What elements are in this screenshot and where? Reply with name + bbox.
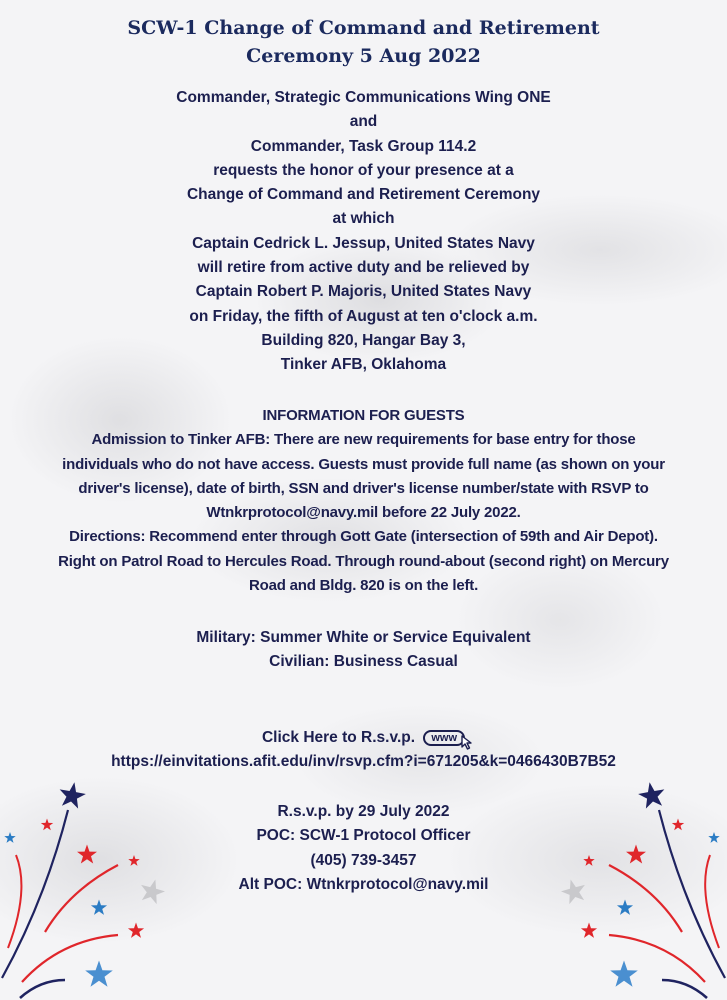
fireworks-right-decoration [547, 770, 727, 1000]
invitation-line: Change of Command and Retirement Ceremony [186, 186, 541, 204]
guest-info-heading: INFORMATION FOR GUESTS [262, 407, 465, 424]
alt-poc-label: Alt POC: [238, 875, 307, 893]
star-blue-icon [4, 832, 15, 843]
admission-email-line [0, 501, 727, 525]
invitation-line: Captain Cedrick L. Jessup, United States Navy [192, 234, 535, 252]
star-red-icon [626, 845, 646, 864]
star-red-icon [128, 855, 139, 866]
page-title [0, 14, 727, 70]
star-blue-icon [610, 961, 638, 987]
admission-email-link[interactable]: Wtnkrprotocol@navy.mil [206, 504, 379, 522]
www-icon-text: www [431, 732, 458, 744]
admission-line: individuals who do not have access. Guests must provide full name (as shown on your [62, 455, 665, 473]
title-line-1: SCW-1 Change of Command and Retirement [127, 17, 600, 39]
title-line-2: Ceremony 5 Aug 2022 [246, 45, 481, 67]
star-navy-icon [57, 780, 88, 810]
guest-info-section [0, 404, 727, 598]
star-red-icon [583, 855, 594, 866]
star-red-icon [581, 923, 597, 938]
fireworks-left-decoration [0, 770, 180, 1000]
star-navy-icon [636, 780, 667, 810]
rsvp-click-link[interactable]: Click Here to R.s.v.p. [261, 729, 416, 746]
directions-line: Road and Bldg. 820 is on the left. [248, 577, 479, 595]
invitation-line: Tinker AFB, Oklahoma [280, 356, 447, 374]
www-cursor-icon[interactable] [423, 730, 465, 746]
star-blue-icon [617, 900, 633, 915]
rsvp-link-section [0, 726, 727, 775]
directions-line: Directions: Recommend enter through Gott Gate (intersection of 59th and Air Depot). [69, 528, 658, 546]
invitation-line: Captain Robert P. Majoris, United States Navy [195, 283, 532, 301]
attire-military: Military: Summer White or Service Equivalent [196, 629, 531, 646]
invitation-line: and [349, 113, 378, 131]
star-red-icon [41, 819, 53, 831]
star-gray-icon [137, 876, 167, 905]
invitation-line: will retire from active duty and be relieved by [197, 259, 530, 277]
invitation-line: requests the honor of your presence at a [213, 161, 514, 179]
admission-line: driver's license), date of birth, SSN and driver's license number/state with RSVP to [78, 479, 649, 497]
attire-civilian: Civilian: Business Casual [269, 653, 458, 671]
directions-line: Right on Patrol Road to Hercules Road. Through round-about (second right) on Mercury [58, 552, 669, 570]
rsvp-url-link[interactable]: https://einvitations.afit.edu/inv/rsvp.cfm?i=671205&k=0466430B7B52 [111, 753, 616, 771]
star-red-icon [128, 923, 144, 938]
star-blue-icon [85, 961, 113, 987]
invitation-line: Commander, Strategic Communications Wing ONE [176, 89, 551, 106]
poc-line: POC: SCW-1 Protocol Officer [256, 827, 471, 845]
invitation-line: at which [332, 210, 395, 228]
alt-poc-email-link[interactable]: Wtnkrprotocol@navy.mil [306, 875, 489, 893]
invitation-line: Commander, Task Group 114.2 [250, 137, 477, 155]
star-blue-icon [91, 900, 107, 915]
admission-deadline: before 22 July 2022. [378, 504, 521, 522]
rsvp-deadline: R.s.v.p. by 29 July 2022 [277, 803, 450, 820]
pointer-cursor-icon [461, 735, 475, 751]
star-red-icon [77, 845, 97, 864]
admission-line: Admission to Tinker AFB: There are new requirements for base entry for those [91, 431, 636, 449]
attire-section [0, 626, 727, 675]
star-blue-icon [708, 832, 719, 843]
star-gray-icon [559, 876, 589, 905]
invitation-text [0, 86, 727, 378]
star-red-icon [672, 819, 684, 831]
poc-phone: (405) 739-3457 [310, 851, 417, 869]
invitation-line: Building 820, Hangar Bay 3, [261, 331, 466, 349]
invitation-line: on Friday, the fifth of August at ten o'clock a.m. [189, 307, 538, 325]
rsvp-click-line [0, 726, 727, 750]
